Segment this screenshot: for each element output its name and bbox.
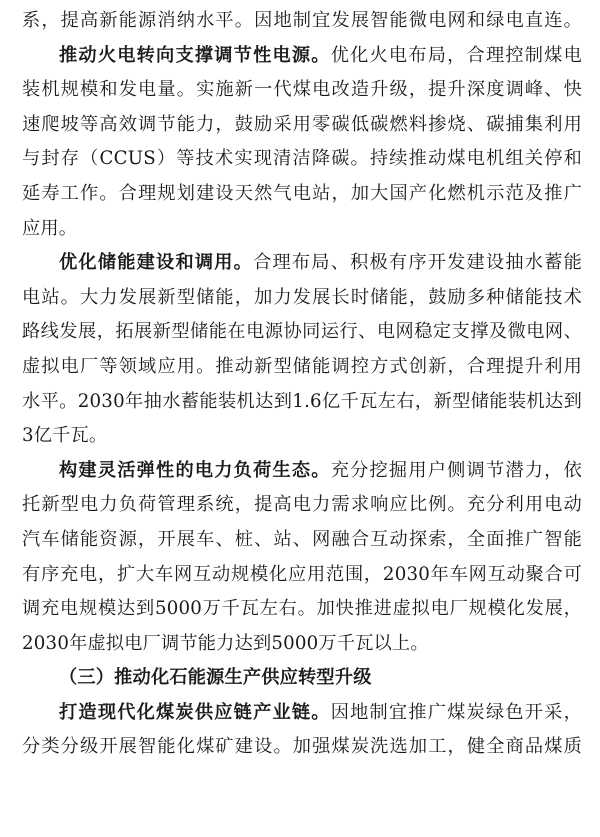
text-line: 分类分级开展智能化煤矿建设。加强煤炭洗选加工，健全商品煤质 <box>22 736 582 758</box>
text-line: 调充电规模达到5000万千瓦左右。加快推进虚拟电厂规模化发展， <box>22 598 582 620</box>
paragraph-text: 充分挖掘用户侧调节潜力，依 <box>330 459 582 481</box>
paragraph-lead-heading: 打造现代化煤炭供应链产业链。 <box>59 701 331 723</box>
text-line: 有序充电，扩大车网互动规模化应用范围，2030年车网互动聚合可 <box>22 563 582 585</box>
text-line: 装机规模和发电量。实施新一代煤电改造升级，提升深度调峰、快 <box>22 79 582 101</box>
text-line: 速爬坡等高效调节能力，鼓励采用零碳低碳燃料掺烧、碳捕集利用 <box>22 113 582 135</box>
text-line: 应用。 <box>22 217 78 239</box>
text-line: 与封存（CCUS）等技术实现清洁降碳。持续推动煤电机组关停和 <box>22 148 582 170</box>
text-line: 水平。2030年抽水蓄能装机达到1.6亿千瓦左右，新型储能装机达到 <box>22 390 582 412</box>
section-heading: （三）推动化石能源生产供应转型升级 <box>59 667 372 689</box>
paragraph-first-line <box>22 246 582 281</box>
text-line: 虚拟电厂等领域应用。推动新型储能调控方式创新，合理提升利用 <box>22 355 582 377</box>
text-line: 2030年虚拟电厂调节能力达到5000万千瓦以上。 <box>22 632 429 654</box>
paragraph-text: 优化火电布局，合理控制煤电 <box>330 44 582 66</box>
text-line: 系，提高新能源消纳水平。因地制宜发展智能微电网和绿电直连。 <box>22 10 582 31</box>
text-line: 路线发展，拓展新型储能在电源协同运行、电网稳定支撑及微电网、 <box>22 321 582 343</box>
paragraph-lead-heading: 构建灵活弹性的电力负荷生态。 <box>59 459 331 481</box>
text-line: 延寿工作。合理规划建设天然气电站，加大国产化燃机示范及推广 <box>22 182 582 204</box>
paragraph-first-line <box>22 696 582 731</box>
text-line: 3亿千瓦。 <box>22 425 108 447</box>
paragraph-text: 合理布局、积极有序开发建设抽水蓄能 <box>253 252 582 274</box>
paragraph-lead-heading: 推动火电转向支撑调节性电源。 <box>59 44 331 66</box>
document-page <box>22 4 582 765</box>
paragraph-first-line <box>22 454 582 489</box>
paragraph-first-line <box>22 39 582 74</box>
paragraph-lead-heading: 优化储能建设和调用。 <box>59 252 254 274</box>
paragraph-text: 因地制宜推广煤炭绿色开采， <box>330 701 582 723</box>
text-line: 电站。大力发展新型储能，加力发展长时储能，鼓励多种储能技术 <box>22 286 582 308</box>
text-line: 托新型电力负荷管理系统，提高电力需求响应比例。充分利用电动 <box>22 494 582 516</box>
text-line: 汽车储能资源，开展车、桩、站、网融合互动探索，全面推广智能 <box>22 528 582 550</box>
